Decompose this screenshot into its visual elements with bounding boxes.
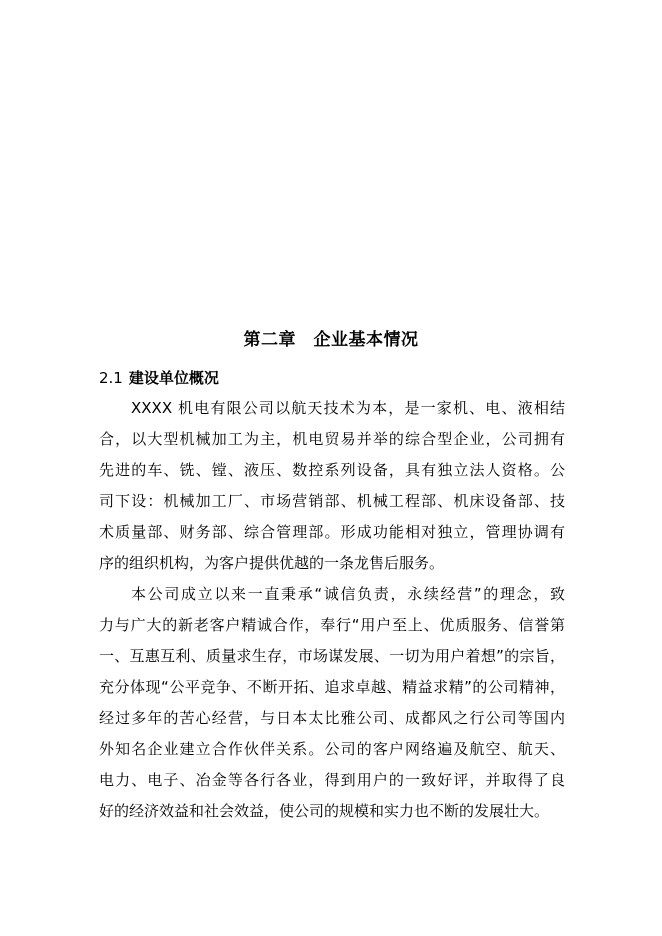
paragraph-1-line: 司下设：机械加工厂、市场营销部、机械工程部、机床设备部、技 xyxy=(99,492,565,510)
paragraph-1-line: 合，以大型机械加工为主，机电贸易并举的综合型企业，公司拥有 xyxy=(99,430,565,448)
paragraph-1-line: 术质量部、财务部、综合管理部。形成功能相对独立，管理协调有 xyxy=(99,523,565,541)
section-heading xyxy=(99,367,219,389)
paragraph-2-line: 好的经济效益和社会效益，使公司的规模和实力也不断的发展壮大。 xyxy=(99,802,550,820)
paragraph-1-line: 序的组织机构，为客户提供优越的一条龙售后服务。 xyxy=(99,554,445,572)
paragraph-2-line: 经过多年的苦心经营，与日本太比雅公司、成都风之行公司等国内 xyxy=(99,709,565,727)
section-number: 2.1 xyxy=(99,369,123,387)
chapter-title: 第二章 企业基本情况 xyxy=(243,330,419,350)
paragraph-1-line: 先进的车、铣、镗、液压、数控系列设备，具有独立法人资格。公 xyxy=(99,461,565,479)
paragraph-2-line: 本公司成立以来一直秉承“诚信负责，永续经营”的理念，致 xyxy=(131,585,565,603)
section-title: 建设单位概况 xyxy=(128,369,219,387)
paragraph-2-line: 电力、电子、冶金等各行各业，得到用户的一致好评，并取得了良 xyxy=(99,771,565,789)
paragraph-1-line: XXXX 机电有限公司以航天技术为本，是一家机、电、液相结 xyxy=(131,399,565,417)
paragraph-2-line: 外知名企业建立合作伙伴关系。公司的客户网络遍及航空、航天、 xyxy=(99,740,565,758)
paragraph-2-line: 力与广大的新老客户精诚合作，奉行“用户至上、优质服务、信誉第 xyxy=(99,616,565,634)
paragraph-2-line: 充分体现“公平竞争、不断开拓、追求卓越、精益求精”的公司精神， xyxy=(99,678,565,696)
paragraph-2-line: 一、互惠互利、质量求生存，市场谋发展、一切为用户着想”的宗旨， xyxy=(99,647,565,665)
